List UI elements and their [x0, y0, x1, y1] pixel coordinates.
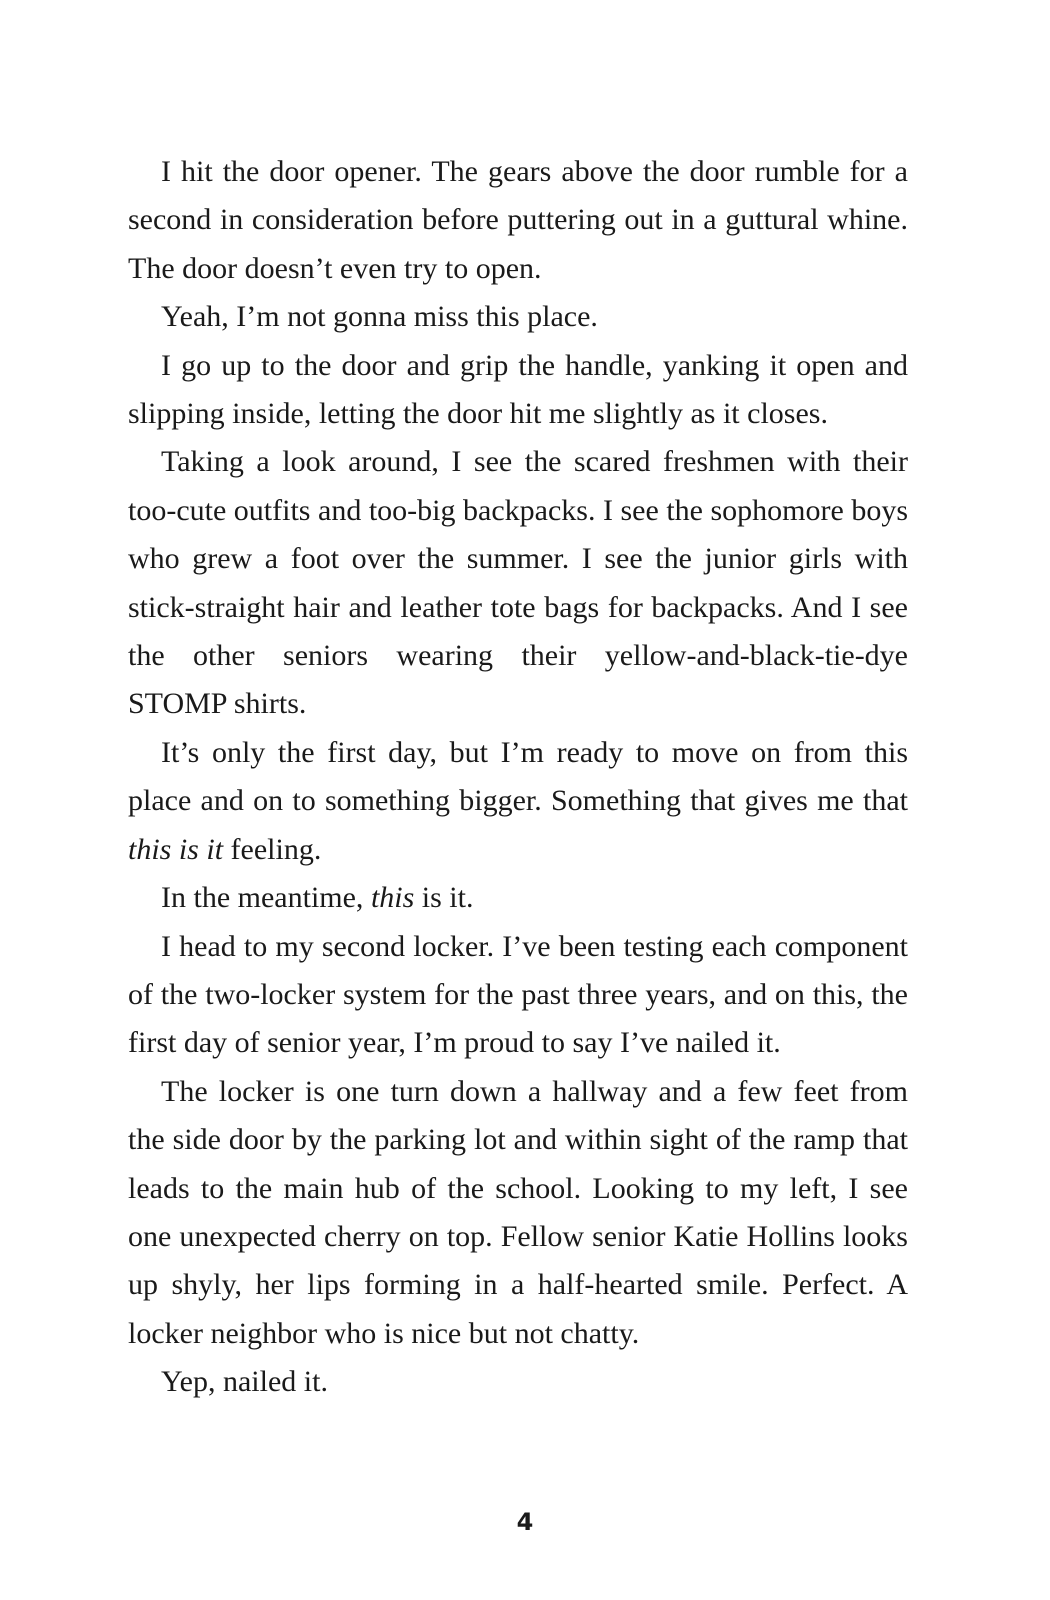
page-number: 4 — [516, 1508, 534, 1536]
paragraph — [128, 148, 908, 293]
paragraph — [128, 438, 908, 728]
paragraph — [128, 293, 908, 341]
text-run: Yep, nailed it. — [161, 1365, 328, 1399]
text-run: In the meantime, — [161, 881, 371, 915]
text-run: I head to my second locker. I’ve been testing each component of the two-locker system for the past three years, and on this, the first day of senior year, I’m proud to say I’ve nailed it. — [128, 929, 908, 1060]
text-run: The locker is one turn down a hallway and a few feet from the side door by the parking lot and within sight of the ramp that leads to the main hub of the school. Looking to my left, I see one unexpected cherry on top. Fellow senior Katie Hollins looks up shyly, her lips forming in a half-hearted smile. Perfect. A locker neighbor who is nice but not chatty. — [128, 1074, 908, 1350]
paragraph — [128, 874, 908, 922]
text-run: Yeah, I’m not gonna miss this place. — [161, 300, 598, 334]
text-run: feeling. — [223, 832, 322, 866]
paragraph — [128, 342, 908, 439]
paragraph — [128, 729, 908, 874]
text-run: Taking a look around, I see the scared freshmen with their too-cute outfits and too-big backpacks. I see the sophomore boys who grew a foot over the summer. I see the junior girls with stick-straight hair and leather tote bags for backpacks. And I see the other seniors wearing their yellow-and-black-tie-dye STOMP shirts. — [128, 445, 908, 721]
body-text — [128, 148, 908, 1407]
paragraph — [128, 923, 908, 1068]
text-run: I go up to the door and grip the handle, yanking it open and slipping inside, letting the door hit me slightly as it closes. — [128, 348, 908, 431]
italic-text-run: this — [370, 881, 415, 915]
text-run: It’s only the first day, but I’m ready to move on from this place and on to something bigger. Something that gives me that — [128, 735, 908, 818]
italic-text-run: this is it — [128, 832, 224, 866]
paragraph — [128, 1068, 908, 1358]
text-run: I hit the door opener. The gears above the door rumble for a second in consideration before puttering out in a guttural whine. The door doesn’t even try to open. — [128, 155, 908, 285]
text-run: is it. — [414, 881, 474, 915]
paragraph — [128, 1358, 908, 1406]
